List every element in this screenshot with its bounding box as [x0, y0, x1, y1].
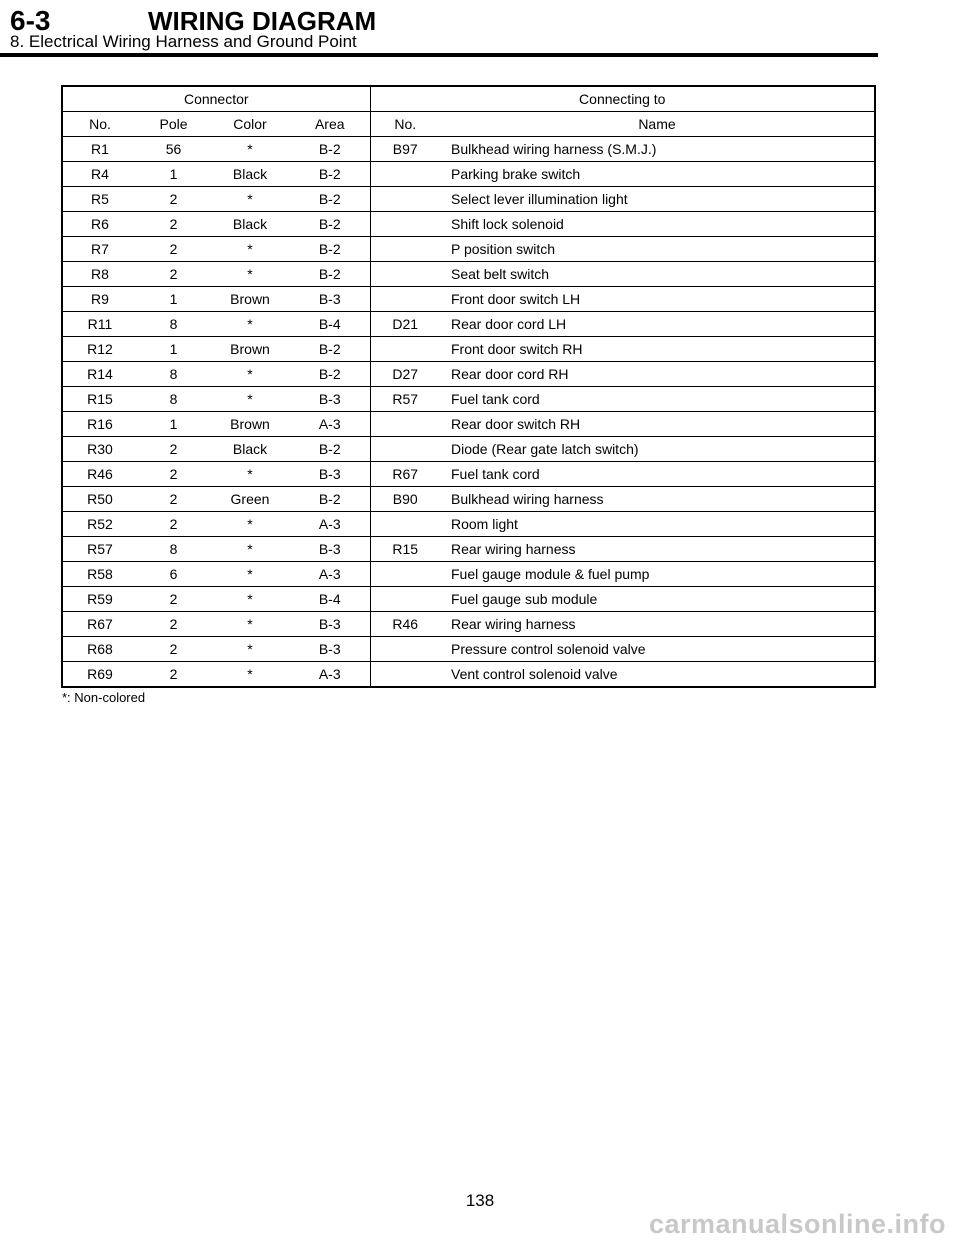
- cell-color: Brown: [210, 287, 290, 312]
- cell-color: *: [210, 662, 290, 688]
- cell-area: B-4: [290, 312, 370, 337]
- cell-name: Rear door cord LH: [440, 312, 875, 337]
- cell-connecting-no: D21: [370, 312, 440, 337]
- col-header-connecting-no: No.: [370, 112, 440, 137]
- cell-name: Fuel gauge module & fuel pump: [440, 562, 875, 587]
- cell-connecting-no: [370, 262, 440, 287]
- cell-pole: 1: [137, 162, 210, 187]
- cell-connecting-no: [370, 412, 440, 437]
- cell-connecting-no: R46: [370, 612, 440, 637]
- cell-name: Bulkhead wiring harness (S.M.J.): [440, 137, 875, 162]
- table-row: [62, 162, 875, 187]
- cell-color: *: [210, 362, 290, 387]
- cell-pole: 2: [137, 262, 210, 287]
- cell-no: R57: [62, 537, 137, 562]
- cell-color: *: [210, 587, 290, 612]
- cell-connecting-no: R67: [370, 462, 440, 487]
- cell-pole: 2: [137, 637, 210, 662]
- cell-area: B-2: [290, 487, 370, 512]
- table-row: [62, 587, 875, 612]
- cell-no: R69: [62, 662, 137, 688]
- table-row: [62, 212, 875, 237]
- cell-name: Front door switch LH: [440, 287, 875, 312]
- cell-area: B-2: [290, 212, 370, 237]
- table-row: [62, 562, 875, 587]
- cell-area: B-3: [290, 287, 370, 312]
- section-title: WIRING DIAGRAM: [148, 6, 377, 36]
- cell-no: R12: [62, 337, 137, 362]
- cell-name: Bulkhead wiring harness: [440, 487, 875, 512]
- connector-table-body: [62, 86, 875, 687]
- cell-pole: 2: [137, 237, 210, 262]
- cell-pole: 2: [137, 512, 210, 537]
- cell-no: R1: [62, 137, 137, 162]
- cell-connecting-no: R15: [370, 537, 440, 562]
- cell-area: B-3: [290, 387, 370, 412]
- col-header-no: No.: [62, 112, 137, 137]
- cell-area: B-2: [290, 237, 370, 262]
- cell-color: *: [210, 612, 290, 637]
- cell-pole: 56: [137, 137, 210, 162]
- table-row: [62, 412, 875, 437]
- cell-no: R67: [62, 612, 137, 637]
- cell-pole: 2: [137, 462, 210, 487]
- cell-color: *: [210, 637, 290, 662]
- group-header-connecting-to: Connecting to: [370, 86, 875, 112]
- cell-area: A-3: [290, 662, 370, 688]
- cell-pole: 2: [137, 187, 210, 212]
- cell-connecting-no: R57: [370, 387, 440, 412]
- table-row: [62, 262, 875, 287]
- cell-name: Rear door cord RH: [440, 362, 875, 387]
- cell-area: B-2: [290, 337, 370, 362]
- cell-no: R50: [62, 487, 137, 512]
- cell-name: Front door switch RH: [440, 337, 875, 362]
- cell-connecting-no: [370, 237, 440, 262]
- cell-area: B-3: [290, 637, 370, 662]
- cell-connecting-no: [370, 662, 440, 688]
- table-row: [62, 637, 875, 662]
- cell-no: R8: [62, 262, 137, 287]
- cell-no: R7: [62, 237, 137, 262]
- cell-connecting-no: [370, 637, 440, 662]
- cell-color: Brown: [210, 337, 290, 362]
- cell-color: *: [210, 187, 290, 212]
- cell-area: B-3: [290, 462, 370, 487]
- cell-name: Fuel tank cord: [440, 462, 875, 487]
- cell-area: A-3: [290, 512, 370, 537]
- cell-color: Black: [210, 437, 290, 462]
- cell-name: Select lever illumination light: [440, 187, 875, 212]
- table-row: [62, 662, 875, 688]
- table-row: [62, 137, 875, 162]
- cell-area: B-2: [290, 137, 370, 162]
- cell-name: Rear door switch RH: [440, 412, 875, 437]
- table-group-header-row: [62, 86, 875, 112]
- cell-color: *: [210, 387, 290, 412]
- cell-color: *: [210, 312, 290, 337]
- cell-color: *: [210, 562, 290, 587]
- table-row: [62, 387, 875, 412]
- cell-no: R4: [62, 162, 137, 187]
- cell-area: B-2: [290, 362, 370, 387]
- cell-connecting-no: [370, 437, 440, 462]
- cell-area: B-2: [290, 262, 370, 287]
- cell-area: B-2: [290, 437, 370, 462]
- col-header-area: Area: [290, 112, 370, 137]
- section-number: 6-3: [10, 5, 51, 36]
- cell-pole: 8: [137, 312, 210, 337]
- cell-color: Black: [210, 162, 290, 187]
- cell-no: R9: [62, 287, 137, 312]
- table-row: [62, 512, 875, 537]
- cell-connecting-no: [370, 587, 440, 612]
- page-header: [0, 0, 960, 60]
- table-column-header-row: [62, 112, 875, 137]
- table-row: [62, 462, 875, 487]
- cell-no: R59: [62, 587, 137, 612]
- cell-no: R30: [62, 437, 137, 462]
- cell-no: R46: [62, 462, 137, 487]
- cell-color: *: [210, 262, 290, 287]
- table-row: [62, 237, 875, 262]
- cell-pole: 2: [137, 487, 210, 512]
- cell-area: B-4: [290, 587, 370, 612]
- cell-area: B-3: [290, 537, 370, 562]
- cell-name: Seat belt switch: [440, 262, 875, 287]
- cell-name: Rear wiring harness: [440, 537, 875, 562]
- cell-name: Room light: [440, 512, 875, 537]
- cell-no: R11: [62, 312, 137, 337]
- connector-table: [61, 85, 876, 688]
- cell-color: Brown: [210, 412, 290, 437]
- cell-color: *: [210, 462, 290, 487]
- group-header-connector: Connector: [62, 86, 370, 112]
- cell-area: A-3: [290, 562, 370, 587]
- cell-name: Vent control solenoid valve: [440, 662, 875, 688]
- cell-name: P position switch: [440, 237, 875, 262]
- col-header-pole: Pole: [137, 112, 210, 137]
- cell-pole: 2: [137, 612, 210, 637]
- cell-color: *: [210, 137, 290, 162]
- cell-connecting-no: [370, 337, 440, 362]
- table-row: [62, 337, 875, 362]
- cell-no: R52: [62, 512, 137, 537]
- cell-pole: 1: [137, 412, 210, 437]
- page-number: 138: [465, 1191, 495, 1210]
- cell-name: Shift lock solenoid: [440, 212, 875, 237]
- cell-no: R16: [62, 412, 137, 437]
- cell-connecting-no: B97: [370, 137, 440, 162]
- cell-name: Pressure control solenoid valve: [440, 637, 875, 662]
- table-row: [62, 537, 875, 562]
- cell-pole: 8: [137, 387, 210, 412]
- cell-connecting-no: [370, 162, 440, 187]
- cell-no: R6: [62, 212, 137, 237]
- cell-no: R58: [62, 562, 137, 587]
- table-row: [62, 612, 875, 637]
- cell-no: R15: [62, 387, 137, 412]
- cell-color: Black: [210, 212, 290, 237]
- cell-name: Parking brake switch: [440, 162, 875, 187]
- cell-color: *: [210, 512, 290, 537]
- cell-name: Fuel tank cord: [440, 387, 875, 412]
- cell-connecting-no: D27: [370, 362, 440, 387]
- header-rule: [0, 53, 878, 57]
- cell-name: Diode (Rear gate latch switch): [440, 437, 875, 462]
- table-row: [62, 287, 875, 312]
- cell-area: B-3: [290, 612, 370, 637]
- footnote: *: Non-colored: [62, 690, 146, 705]
- cell-no: R68: [62, 637, 137, 662]
- cell-color: Green: [210, 487, 290, 512]
- cell-pole: 8: [137, 537, 210, 562]
- section-subtitle: 8. Electrical Wiring Harness and Ground Point: [10, 32, 357, 51]
- cell-pole: 2: [137, 587, 210, 612]
- cell-pole: 1: [137, 287, 210, 312]
- cell-pole: 2: [137, 662, 210, 688]
- cell-connecting-no: [370, 512, 440, 537]
- cell-pole: 6: [137, 562, 210, 587]
- table-row: [62, 187, 875, 212]
- cell-area: B-2: [290, 162, 370, 187]
- cell-area: B-2: [290, 187, 370, 212]
- cell-color: *: [210, 537, 290, 562]
- col-header-name: Name: [440, 112, 875, 137]
- cell-connecting-no: [370, 187, 440, 212]
- cell-name: Rear wiring harness: [440, 612, 875, 637]
- cell-pole: 8: [137, 362, 210, 387]
- watermark: carmanualsonline.info: [648, 1209, 946, 1239]
- cell-connecting-no: B90: [370, 487, 440, 512]
- col-header-color: Color: [210, 112, 290, 137]
- cell-connecting-no: [370, 212, 440, 237]
- cell-connecting-no: [370, 562, 440, 587]
- cell-no: R5: [62, 187, 137, 212]
- table-row: [62, 487, 875, 512]
- cell-color: *: [210, 237, 290, 262]
- table-row: [62, 437, 875, 462]
- cell-name: Fuel gauge sub module: [440, 587, 875, 612]
- cell-pole: 2: [137, 212, 210, 237]
- table-row: [62, 362, 875, 387]
- cell-pole: 2: [137, 437, 210, 462]
- cell-no: R14: [62, 362, 137, 387]
- cell-area: A-3: [290, 412, 370, 437]
- cell-connecting-no: [370, 287, 440, 312]
- cell-pole: 1: [137, 337, 210, 362]
- table-row: [62, 312, 875, 337]
